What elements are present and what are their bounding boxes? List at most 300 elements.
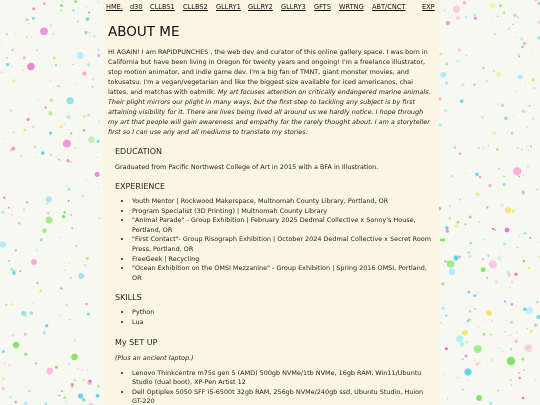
main-content bbox=[108, 47, 434, 405]
paint-dot bbox=[509, 287, 511, 289]
paint-dot bbox=[63, 396, 66, 399]
paint-dot bbox=[23, 129, 26, 132]
paint-dot bbox=[10, 65, 12, 67]
paint-dot bbox=[25, 18, 28, 21]
paint-dot bbox=[13, 342, 19, 348]
paint-dot bbox=[489, 402, 492, 405]
paint-dot bbox=[77, 21, 79, 23]
paint-dot bbox=[4, 362, 6, 364]
paint-dot bbox=[453, 6, 460, 13]
skills-section bbox=[115, 293, 434, 327]
paint-dot bbox=[9, 396, 12, 399]
paint-dot bbox=[97, 48, 100, 51]
paint-dot bbox=[24, 402, 28, 405]
paint-dot bbox=[19, 270, 21, 272]
paint-dot bbox=[464, 223, 466, 225]
paint-dot bbox=[502, 351, 503, 352]
nav-cllbs1-link[interactable]: CLLBS1 bbox=[150, 3, 175, 11]
paint-dot bbox=[475, 362, 478, 365]
paint-dot bbox=[490, 334, 492, 336]
paint-dot bbox=[86, 303, 88, 305]
paint-dot bbox=[36, 282, 39, 285]
education-text: Graduated from Pacific Northwest College of Art in 2015 with a BFA in Illustration. bbox=[115, 163, 379, 171]
paint-dot bbox=[59, 314, 62, 317]
paint-dot bbox=[478, 362, 480, 364]
paint-dot bbox=[513, 167, 521, 175]
paint-dot bbox=[87, 63, 90, 66]
paint-dot bbox=[87, 369, 88, 370]
paint-dot bbox=[507, 273, 510, 276]
paint-dot bbox=[27, 63, 34, 70]
paint-dot bbox=[521, 358, 524, 361]
paint-dot bbox=[454, 146, 457, 149]
paint-dot bbox=[10, 268, 13, 271]
paint-dot bbox=[34, 156, 36, 158]
paint-dot bbox=[71, 354, 78, 361]
paint-dot bbox=[3, 196, 6, 199]
paint-dot bbox=[536, 315, 540, 319]
paint-dot bbox=[442, 373, 444, 375]
paint-dot bbox=[535, 380, 537, 382]
paint-dot bbox=[89, 32, 91, 34]
paint-dot bbox=[92, 78, 94, 80]
paint-dot bbox=[11, 303, 13, 305]
about-page-panel bbox=[103, 0, 439, 405]
paint-dot bbox=[96, 157, 97, 158]
list-item: • Lenovo Thinkcentre m75s gen 5 (AMD) 500gb NVMe/1tb NVMe, 16gb RAM, Win11/Ubuntu Studio (dual boot), XP-Pen Artist 12 bbox=[132, 369, 434, 388]
paint-dot bbox=[88, 136, 95, 143]
paint-dot bbox=[510, 348, 512, 350]
paint-dot bbox=[24, 333, 27, 336]
paint-dot bbox=[526, 148, 527, 149]
nav-abt-cnct-link[interactable]: ABT/CNCT bbox=[372, 3, 406, 11]
paint-dot bbox=[47, 212, 49, 214]
paint-dot bbox=[499, 4, 502, 7]
nav-exp-link[interactable]: EXP bbox=[422, 3, 435, 11]
paint-dot bbox=[486, 310, 492, 316]
paint-dot bbox=[26, 118, 29, 121]
paint-dot bbox=[445, 81, 448, 84]
paint-dot bbox=[442, 399, 443, 400]
paint-dot bbox=[78, 137, 80, 139]
paint-dot bbox=[46, 367, 53, 374]
paint-dot bbox=[474, 308, 476, 310]
paint-dot bbox=[451, 272, 453, 274]
paint-dot bbox=[74, 0, 77, 3]
paint-dot bbox=[40, 147, 41, 148]
paint-dot bbox=[97, 1, 99, 3]
paint-dot bbox=[86, 180, 87, 181]
setup-list bbox=[115, 369, 434, 405]
paint-dot bbox=[46, 196, 52, 202]
paint-dot bbox=[523, 260, 526, 263]
paint-dot bbox=[457, 221, 460, 224]
paint-dot bbox=[83, 264, 86, 267]
paint-dot bbox=[60, 287, 62, 289]
paint-dot bbox=[78, 142, 79, 143]
paint-dot bbox=[525, 307, 533, 315]
paint-dot bbox=[521, 149, 522, 150]
paint-dot bbox=[479, 176, 481, 178]
paint-dot bbox=[58, 394, 60, 396]
paint-dot bbox=[503, 175, 505, 177]
paint-dot bbox=[469, 216, 472, 219]
paint-dot bbox=[34, 146, 37, 149]
paint-dot bbox=[512, 139, 513, 140]
paint-dot bbox=[58, 85, 60, 87]
paint-dot bbox=[515, 36, 516, 37]
paint-dot bbox=[458, 256, 461, 259]
paint-dot bbox=[503, 243, 506, 246]
paint-dot bbox=[58, 159, 60, 161]
paint-dot bbox=[84, 31, 87, 34]
paint-dot bbox=[528, 150, 529, 151]
paint-dot bbox=[463, 1, 467, 5]
paint-dot bbox=[70, 277, 72, 279]
paint-dot bbox=[457, 60, 459, 62]
paint-dot bbox=[66, 185, 68, 187]
paint-dot bbox=[466, 341, 468, 343]
paint-dot bbox=[50, 99, 54, 103]
paint-dot bbox=[43, 2, 46, 5]
paint-dot bbox=[507, 357, 515, 365]
paint-dot bbox=[76, 83, 78, 85]
paint-dot bbox=[83, 129, 86, 132]
paint-dot bbox=[70, 132, 72, 134]
paint-dot bbox=[82, 370, 83, 371]
paint-dot bbox=[529, 237, 531, 239]
paint-dot bbox=[491, 321, 492, 322]
paint-dot bbox=[87, 114, 90, 117]
paint-dot bbox=[478, 147, 480, 149]
paint-dot bbox=[517, 147, 518, 148]
nav-gllry1-link[interactable]: GLLRY1 bbox=[216, 3, 241, 11]
paint-dot bbox=[95, 172, 100, 177]
paint-dot bbox=[64, 123, 65, 124]
art-statement: My art focuses attention on critically endangered marine animals. Their plight mirrors our plight in many ways, but the first step to tackling any subject is by first attaining visibility for it. There are lives being lived all around us we hardly notice. I hope through my art that people will gain awareness and empathy for the rarely thought about. I am a storyteller first so I can use any and all mediums to translate my stories. bbox=[108, 88, 431, 136]
paint-dot bbox=[62, 0, 64, 2]
paint-dot bbox=[476, 395, 482, 401]
paint-dot bbox=[537, 301, 539, 303]
paint-dot bbox=[87, 139, 88, 140]
paint-dot bbox=[522, 192, 525, 195]
intro-text: HI AGAIN! I am RAPIDPUNCHES , the web dev and curator of this online gallery space. I was born in California but have been living in Oregon for twenty years and ongoing! I'm a freelance illustrator, stop motion animator, and indie game dev. I'm a big fan of TMNT, giant monster movies, and tokusatsu. I'm a vegan/vegetarian and like the biggest size available for iced americanos, chai lattes, and matchas with oatmilk. bbox=[108, 48, 428, 96]
paint-dot bbox=[46, 217, 53, 224]
nav-wrtng-link[interactable]: WRTNG bbox=[339, 3, 364, 11]
paint-dot bbox=[490, 3, 496, 9]
paint-dot bbox=[499, 253, 500, 254]
paint-dot bbox=[462, 330, 468, 336]
paint-dot bbox=[36, 50, 37, 51]
paint-dot bbox=[15, 401, 17, 403]
paint-dot bbox=[2, 350, 5, 353]
paint-dot bbox=[38, 99, 39, 100]
paint-dot bbox=[35, 362, 38, 365]
paint-dot bbox=[28, 391, 29, 392]
paint-dot bbox=[471, 82, 472, 83]
paint-dot bbox=[86, 257, 88, 259]
paint-dot bbox=[97, 385, 100, 388]
paint-dot bbox=[50, 80, 51, 81]
paint-dot bbox=[439, 53, 442, 56]
paint-dot bbox=[82, 72, 86, 76]
paint-dot bbox=[67, 116, 70, 119]
paint-dot bbox=[527, 346, 530, 349]
paint-dot bbox=[473, 294, 476, 297]
paint-dot bbox=[8, 260, 10, 262]
paint-dot bbox=[534, 324, 537, 327]
paint-dot bbox=[515, 128, 516, 129]
paint-dot bbox=[11, 214, 13, 216]
paint-dot bbox=[506, 132, 508, 134]
paint-dot bbox=[505, 207, 511, 213]
list-item: • "First Contact"- Group Risograph Exhibition | October 2024 Dedmal Collective x Secret Room Press, Portland, OR bbox=[132, 235, 434, 254]
paint-dot bbox=[76, 52, 83, 59]
paint-dot bbox=[518, 372, 520, 374]
paint-dot bbox=[98, 187, 99, 188]
paint-dot bbox=[43, 331, 46, 334]
paint-dot bbox=[0, 241, 6, 247]
paint-dot bbox=[515, 340, 518, 343]
paint-dot bbox=[459, 152, 462, 155]
paint-dot bbox=[494, 33, 496, 35]
paint-dot bbox=[53, 33, 54, 34]
paint-dot bbox=[60, 4, 63, 7]
paint-dot bbox=[527, 328, 528, 329]
paint-dot bbox=[524, 248, 525, 249]
paint-dot bbox=[8, 207, 10, 209]
paint-dot bbox=[497, 16, 498, 17]
paint-dot bbox=[504, 300, 506, 302]
paint-dot bbox=[483, 238, 485, 240]
paint-dot bbox=[535, 0, 537, 2]
nav-d30-link[interactable]: d30 bbox=[130, 3, 143, 11]
paint-dot bbox=[28, 23, 29, 24]
paint-dot bbox=[449, 269, 456, 276]
paint-dot bbox=[474, 14, 477, 17]
paint-dot bbox=[516, 332, 517, 333]
paint-dot bbox=[467, 291, 470, 294]
paint-dot bbox=[523, 369, 525, 371]
paint-dot bbox=[479, 221, 480, 222]
paint-dot bbox=[465, 173, 466, 174]
paint-dot bbox=[63, 211, 66, 214]
paint-dot bbox=[2, 387, 5, 390]
paint-dot bbox=[65, 304, 67, 306]
skills-list bbox=[115, 308, 434, 327]
paint-dot bbox=[468, 255, 471, 258]
paint-dot bbox=[73, 379, 76, 382]
paint-dot bbox=[44, 106, 47, 109]
paint-dot bbox=[61, 390, 63, 392]
paint-dot bbox=[1, 71, 3, 73]
paint-dot bbox=[60, 237, 61, 238]
nav-cllbs2-link[interactable]: CLLBS2 bbox=[183, 3, 208, 11]
paint-dot bbox=[444, 9, 446, 11]
paint-dot bbox=[12, 147, 16, 151]
paint-dot bbox=[55, 156, 57, 158]
paint-dot bbox=[512, 24, 513, 25]
paint-dot bbox=[475, 173, 479, 177]
paint-dot bbox=[498, 348, 499, 349]
paint-dot bbox=[478, 326, 479, 327]
paint-dot bbox=[486, 80, 489, 83]
paint-dot bbox=[525, 231, 526, 232]
paint-dot bbox=[497, 390, 499, 392]
paint-dot bbox=[13, 131, 16, 134]
education-section bbox=[115, 147, 434, 172]
paint-dot bbox=[97, 140, 100, 143]
paint-dot bbox=[467, 379, 469, 381]
paint-dot bbox=[523, 42, 526, 45]
nav-home-link[interactable]: HME. bbox=[106, 3, 123, 11]
paint-dot bbox=[439, 322, 441, 324]
paint-dot bbox=[83, 115, 86, 118]
paint-dot bbox=[29, 389, 32, 392]
paint-dot bbox=[500, 204, 503, 207]
paint-dot bbox=[31, 259, 37, 265]
paint-dot bbox=[86, 17, 90, 21]
list-item: • Lua bbox=[132, 318, 434, 328]
top-nav bbox=[103, 3, 439, 15]
paint-dot bbox=[76, 245, 78, 247]
paint-dot bbox=[449, 205, 451, 207]
paint-dot bbox=[45, 324, 48, 327]
paint-dot bbox=[489, 260, 497, 268]
paint-dot bbox=[442, 306, 446, 310]
paint-dot bbox=[32, 17, 35, 20]
paint-dot bbox=[49, 131, 52, 134]
paint-dot bbox=[496, 148, 498, 150]
paint-dot bbox=[10, 110, 12, 112]
paint-dot bbox=[486, 277, 488, 279]
paint-dot bbox=[88, 12, 90, 14]
paint-dot bbox=[55, 64, 57, 66]
list-item: • "Ocean Exhibition on the OMSI Mezzanine" - Group Exhibition | Spring 2016 OMSI, Portland, OR bbox=[132, 264, 434, 283]
paint-dot bbox=[36, 250, 38, 252]
paint-dot bbox=[488, 145, 490, 147]
setup-section bbox=[115, 338, 434, 405]
paint-dot bbox=[526, 165, 529, 168]
skills-heading: SKILLS bbox=[115, 293, 142, 303]
paint-dot bbox=[505, 320, 506, 321]
paint-dot bbox=[482, 258, 484, 260]
paint-dot bbox=[23, 56, 26, 59]
paint-dot bbox=[1, 42, 3, 44]
paint-dot bbox=[501, 104, 504, 107]
paint-dot bbox=[64, 270, 65, 271]
paint-dot bbox=[482, 67, 485, 70]
paint-dot bbox=[50, 154, 52, 156]
paint-dot bbox=[62, 215, 65, 218]
paint-dot bbox=[474, 360, 475, 361]
paint-dot bbox=[482, 146, 484, 148]
paint-dot bbox=[526, 126, 527, 127]
paint-dot bbox=[70, 214, 72, 216]
nav-gllry2-link[interactable]: GLLRY2 bbox=[248, 3, 273, 11]
experience-list bbox=[115, 197, 434, 283]
paint-dot bbox=[464, 368, 471, 375]
paint-dot bbox=[445, 62, 448, 65]
paint-dot bbox=[468, 252, 470, 254]
paint-dot bbox=[88, 380, 91, 383]
paint-dot bbox=[98, 217, 100, 219]
paint-dot bbox=[503, 183, 506, 186]
paint-dot bbox=[511, 281, 513, 283]
paint-dot bbox=[39, 244, 40, 245]
paint-dot bbox=[469, 310, 472, 313]
paint-dot bbox=[443, 181, 444, 182]
paint-dot bbox=[514, 273, 517, 276]
paint-dot bbox=[503, 11, 505, 13]
paint-dot bbox=[474, 16, 477, 19]
paint-dot bbox=[446, 229, 449, 232]
paint-dot bbox=[453, 255, 458, 260]
paint-dot bbox=[22, 69, 24, 71]
paint-dot bbox=[60, 9, 62, 11]
paint-dot bbox=[493, 70, 496, 73]
paint-dot bbox=[445, 226, 448, 229]
paint-dot bbox=[458, 48, 461, 51]
paint-dot bbox=[53, 56, 56, 59]
nav-gfts-link[interactable]: GFTS bbox=[314, 3, 331, 11]
list-item: • Program Specialist (3D Printing) | Multnomah County Library bbox=[132, 207, 434, 217]
paint-dot bbox=[82, 398, 86, 402]
paint-dot bbox=[447, 398, 449, 400]
list-item: • Python bbox=[132, 308, 434, 318]
paint-dot bbox=[488, 184, 491, 187]
paint-dot bbox=[32, 303, 33, 304]
paint-dot bbox=[465, 168, 466, 169]
paint-dot bbox=[528, 105, 530, 107]
paint-dot bbox=[518, 55, 520, 57]
paint-dot bbox=[465, 16, 467, 18]
paint-dot bbox=[40, 238, 43, 241]
paint-dot bbox=[532, 118, 535, 121]
paint-dot bbox=[473, 84, 475, 86]
paint-dot bbox=[496, 72, 501, 77]
paint-dot bbox=[449, 217, 451, 219]
paint-dot bbox=[504, 331, 505, 332]
paint-dot bbox=[8, 272, 10, 274]
paint-dot bbox=[482, 116, 484, 118]
paint-dot bbox=[67, 160, 70, 163]
paint-dot bbox=[71, 383, 74, 386]
paint-dot bbox=[522, 397, 525, 400]
paint-dot bbox=[446, 21, 450, 25]
experience-heading: EXPERIENCE bbox=[115, 182, 166, 191]
paint-dot bbox=[78, 273, 84, 279]
paint-dot bbox=[513, 14, 516, 17]
nav-gllry3-link[interactable]: GLLRY3 bbox=[281, 3, 306, 11]
paint-dot bbox=[456, 16, 460, 20]
paint-dot bbox=[26, 37, 27, 38]
paint-dot bbox=[78, 393, 83, 398]
paint-dot bbox=[497, 103, 500, 106]
experience-section bbox=[115, 182, 434, 283]
paint-dot bbox=[460, 99, 464, 103]
paint-dot bbox=[2, 377, 5, 380]
paint-dot bbox=[498, 168, 500, 170]
paint-dot bbox=[491, 20, 492, 21]
paint-dot bbox=[460, 343, 464, 347]
page-title: ABOUT ME bbox=[108, 24, 180, 40]
list-item: • Youth Mentor | Rockwood Makerspace, Multnomah County Library, Portland, OR bbox=[132, 197, 434, 207]
paint-dot bbox=[466, 55, 467, 56]
paint-dot bbox=[440, 72, 446, 78]
paint-dot bbox=[6, 63, 9, 66]
paint-dot bbox=[476, 193, 480, 197]
